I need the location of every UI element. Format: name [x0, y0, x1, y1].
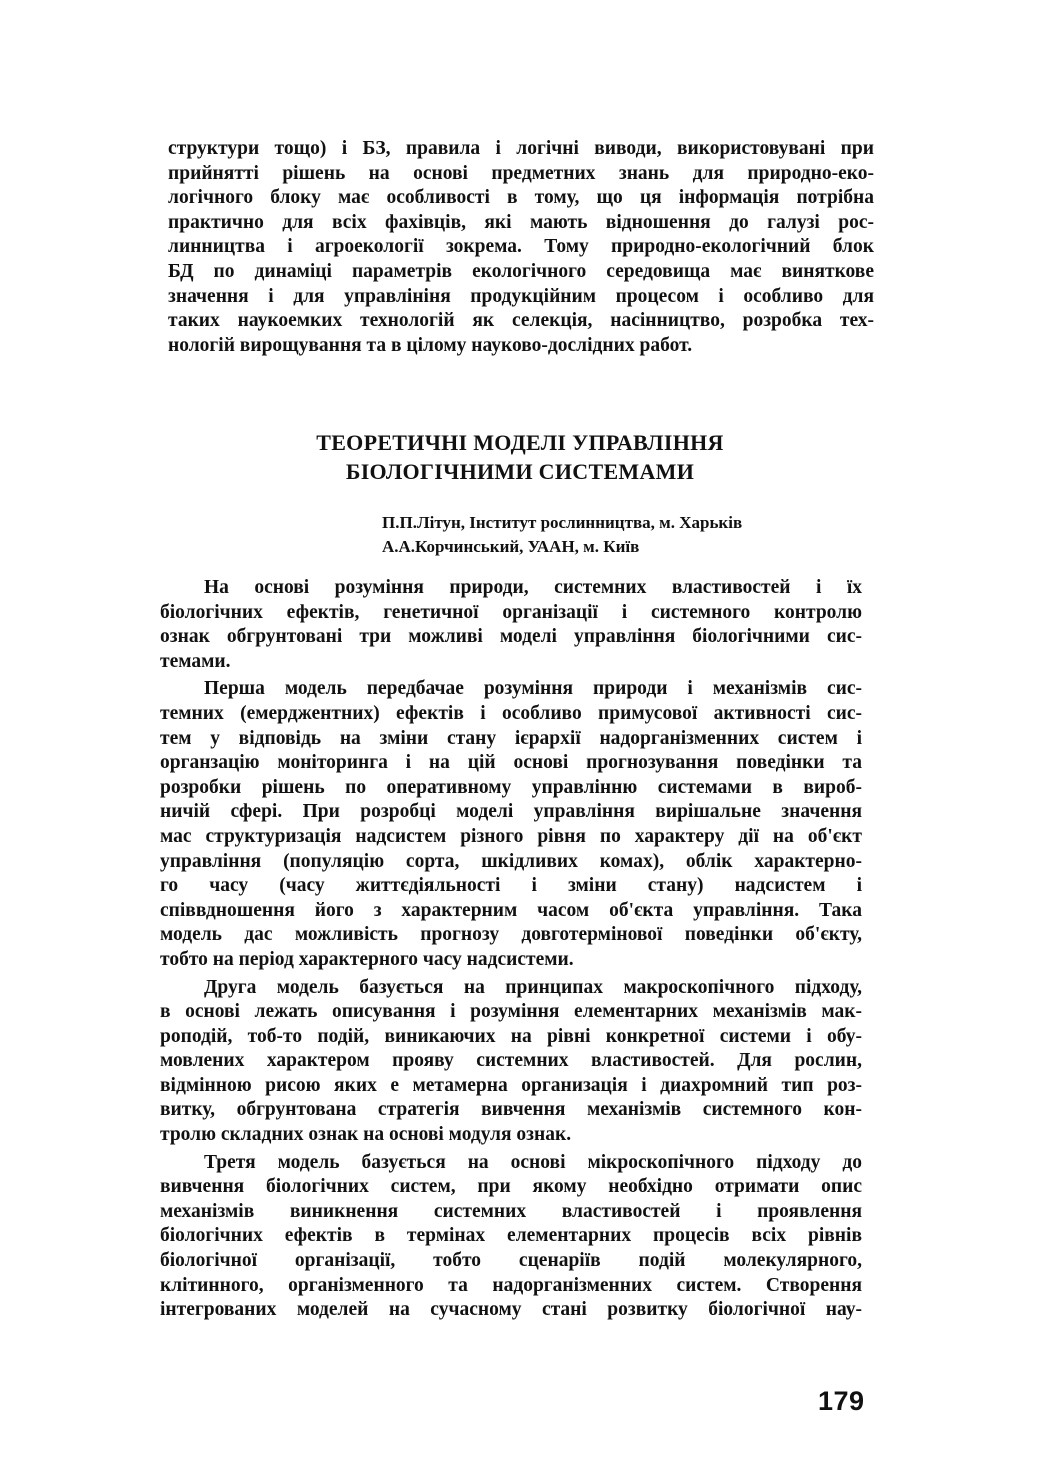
intro-line: логічного блоку має особливості в тому, що ця інформація потрібна	[168, 187, 874, 209]
body-line: біологічної організації, тобто сценаріїв подій молекулярного,	[160, 1250, 862, 1272]
body-line: Друга модель базується на принципах макроскопічного підходу,	[204, 976, 862, 998]
body-line: витку, обгрунтована стратегія вивчення механізмів системного кон-	[160, 1099, 862, 1121]
intro-line: прийнятті рішень на основі предметних знань для природно-еко-	[168, 162, 874, 184]
paragraph-2	[160, 677, 862, 972]
body-line: Третя модель базується на основі мікроскопічного підходу до	[204, 1151, 862, 1173]
body-line: в основі лежать описування і розуміння елементарних механізмів мак-	[160, 1001, 862, 1023]
intro-line: линництва і агроекології зокрема. Тому природно-екологічний блок	[168, 236, 874, 258]
body-line: біологічних ефектів, генетичної організації і системного контролю	[160, 601, 862, 623]
body-line: роподій, тоб-то подій, виникаючих на рівні конкретної системи і обу-	[160, 1025, 862, 1047]
author-line: П.П.Літун, Інститут рослинництва, м. Харьків	[382, 513, 743, 532]
body-line: відмінною рисою яких е метамерна организація і диахромний тип роз-	[160, 1074, 862, 1096]
body-line: Перша модель передбачае розуміння природи і механізмів сис-	[204, 678, 862, 700]
author-line: А.А.Корчинський, УААН, м. Київ	[382, 537, 640, 556]
intro-line: таких наукоемких технологій як селекція, насінництво, розробка тех-	[168, 310, 874, 332]
intro-line: структури тощо) і БЗ, правила і логічні виводи, використовувані при	[168, 138, 874, 159]
body-line: На основі розуміння природи, системних властивостей і їх	[204, 577, 862, 598]
paragraph-1	[160, 576, 862, 674]
paragraph-4	[160, 1151, 862, 1323]
body-line: темами.	[160, 650, 231, 672]
article-body	[160, 576, 862, 1323]
body-line: розробки рішень по оперативному управлінню системами в вироб-	[160, 776, 862, 798]
body-line: мовлених характером прояву системних властивостей. Для рослин,	[160, 1050, 862, 1072]
body-line: органзацію моніторинга і на цій основі прогнозування поведінки та	[160, 752, 862, 774]
body-line: ознак обгрунтовані три можливі моделі управління біологічними сис-	[160, 626, 862, 648]
body-line: модель дас можливість прогнозу довготермінової поведінки об'єкту,	[160, 924, 862, 946]
paragraph-3	[160, 976, 862, 1148]
intro-line: нологій вирощування та в цілому науково-дослідних работ.	[168, 334, 693, 356]
intro-line: БД по динаміці параметрів екологічного середовища має виняткове	[168, 260, 874, 282]
body-line: го часу (часу життєдіяльності і зміни стану) надсистем і	[160, 875, 862, 897]
article-title	[200, 428, 840, 486]
title-line: ТЕОРЕТИЧНІ МОДЕЛІ УПРАВЛІННЯ	[316, 430, 724, 455]
body-line: біологічних ефектів в термінах елементарних процесів всіх рівнів	[160, 1225, 862, 1247]
intro-line: значення і для управлініня продукційним процесом і особливо для	[168, 285, 874, 307]
authors	[382, 511, 842, 559]
body-line: механізмів виникнення системних властивостей і проявлення	[160, 1200, 862, 1222]
body-line: мас структуризація надсистем різного рівня по характеру дії на об'єкт	[160, 825, 862, 847]
body-line: управління (популяцію сорта, шкідливих комах), облік характерно-	[160, 850, 862, 872]
page-number: 179	[818, 1386, 865, 1416]
body-line: тем у відповідь на зміни стану ієрархії надорганізменних систем і	[160, 727, 862, 749]
intro-paragraph	[168, 137, 874, 358]
body-line: тобто на період характерного часу надсистеми.	[160, 948, 574, 970]
title-line: БІОЛОГІЧНИМИ СИСТЕМАМИ	[345, 459, 695, 484]
body-line: тролю складних ознак на основі модуля ознак.	[160, 1124, 572, 1146]
intro-line: практично для всіх фахівців, які мають відношення до галузі рос-	[168, 211, 874, 233]
body-line: інтегрованих моделей на сучасному стані розвитку біологічної нау-	[160, 1299, 862, 1321]
body-line: вивчення біологічних систем, при якому необхідно отримати опис	[160, 1176, 862, 1198]
body-line: клітинного, організменного та надорганізменних систем. Створення	[160, 1274, 862, 1296]
body-line: співвдношення його з характерним часом об'єкта управління. Така	[160, 899, 862, 921]
body-line: темних (емерджентних) ефектів і особливо примусової активності сис-	[160, 702, 862, 724]
body-line: ничій сфері. При розробці моделі управління вирішальне значення	[160, 801, 862, 823]
